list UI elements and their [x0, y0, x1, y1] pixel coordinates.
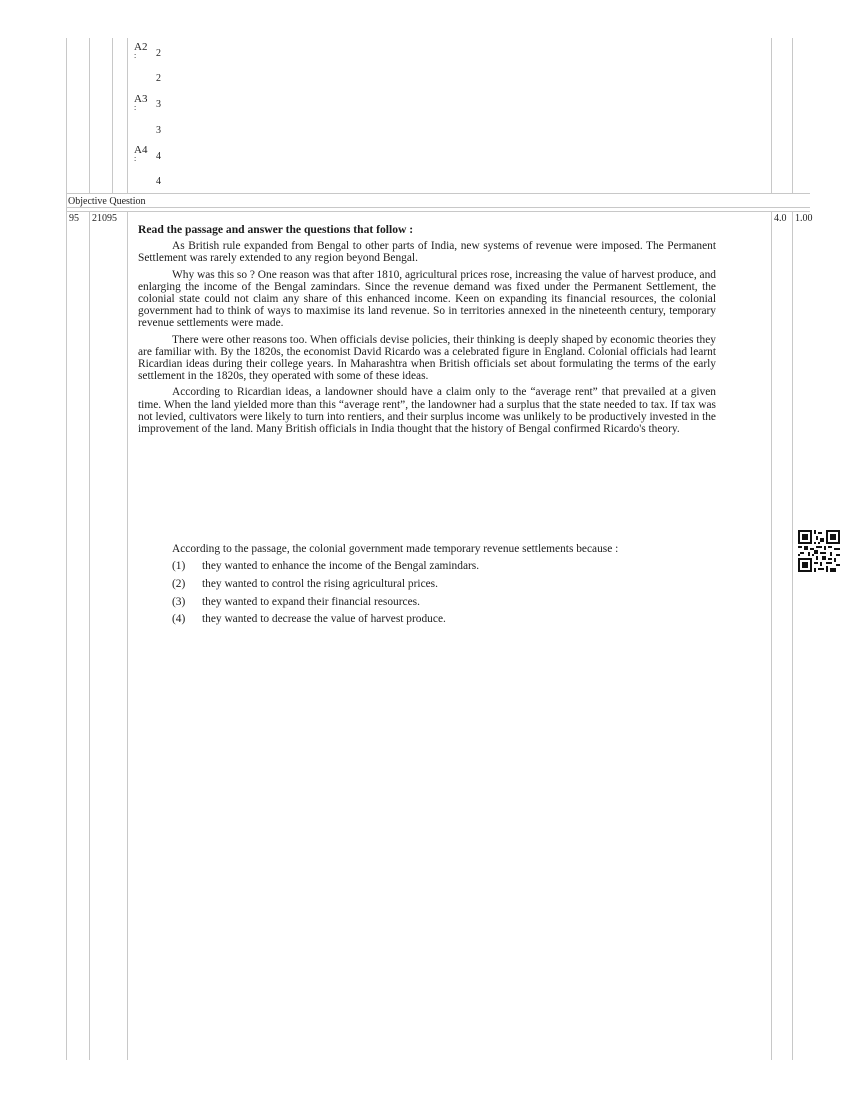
passage-paragraph-4: According to Ricardian ideas, a landowner should have a claim only to the “average rent” that prevailed at a given time. When the land yielded more than this “average rent”, the landowner had a surplus that the state needed to tax. If tax was not levied, cultivators were likely to turn into rentiers, and their surplus income was unlikely to be productively invested in the improvement of the land. Many British officials in India thought that the history of Bengal confirmed Ricardo's theory.: [138, 386, 716, 436]
col-border-3: [112, 38, 113, 193]
option-label-a4: A4 :: [134, 144, 148, 163]
choice-number: (3): [172, 595, 186, 608]
passage: [138, 224, 716, 439]
col-border-4: [127, 38, 128, 193]
option-value-a2: 2: [156, 48, 161, 59]
col-border-5: [771, 38, 772, 193]
passage-paragraph-1: As British rule expanded from Bengal to other parts of India, new systems of revenue were imposed. The Permanent Settlement was rarely extended to any region beyond Bengal.: [138, 240, 716, 265]
question-negative-marks: 1.00: [795, 213, 813, 224]
col-border-6: [792, 38, 793, 193]
col-border-8: [127, 211, 128, 1060]
section-label: Objective Question: [68, 196, 146, 207]
passage-paragraph-3: There were other reasons too. When officials devise policies, their thinking is deeply shaped by economic theories they are familiar with. By the 1820s, the economist David Ricardo was a celebrated figure in England. Colonial officials had learnt Ricardian ideas during their college years. In Maharashtra when British officials set about formulating the terms of the early settlement in the 1820s, they operated with some of these ideas.: [138, 333, 716, 383]
col-border-7: [89, 211, 90, 1060]
passage-paragraph-2: Why was this so ? One reason was that after 1810, agricultural prices rose, increasing the value of harvest produce, and enlarging the income of the Bengal zamindars. Since the revenue demand was fixed under the Permanent Settlement, the colonial state could not claim any share of this enhanced income. Keen on expanding its financial resources, the colonial government had to think of ways to maximise its land revenue. So in territories annexed in the nineteenth century, temporary revenue settlements were made.: [138, 268, 716, 330]
passage-heading: Read the passage and answer the questions that follow :: [138, 223, 414, 236]
option-label-a3: A3 :: [134, 93, 148, 112]
choice-text: they wanted to control the rising agricultural prices.: [202, 577, 438, 590]
question-block: [172, 543, 716, 631]
option-value-a3-image: 3: [156, 125, 161, 136]
option-value-a4-image: 4: [156, 176, 161, 187]
col-border-9: [771, 211, 772, 1060]
question-id: 21095: [92, 213, 117, 224]
choice-text: they wanted to expand their financial resources.: [202, 595, 420, 608]
choice-text: they wanted to decrease the value of harvest produce.: [202, 613, 446, 626]
choice-1: [172, 560, 716, 572]
choice-number: (2): [172, 577, 186, 590]
choice-number: (1): [172, 560, 186, 573]
col-border-2: [89, 38, 90, 193]
choice-4: [172, 613, 716, 625]
choice-3: [172, 596, 716, 608]
choice-number: (4): [172, 613, 186, 626]
option-value-a2-image: 2: [156, 73, 161, 84]
option-value-a4: 4: [156, 151, 161, 162]
question-serial-number: 95: [69, 213, 79, 224]
row-border-3: [66, 211, 810, 212]
choice-2: [172, 578, 716, 590]
question-marks: 4.0: [774, 213, 787, 224]
choice-text: they wanted to enhance the income of the Bengal zamindars.: [202, 560, 480, 573]
qr-code-icon: [798, 530, 840, 572]
col-border-1: [66, 38, 67, 1060]
row-border-2: [66, 207, 810, 208]
row-border-1: [66, 193, 810, 194]
option-value-a3: 3: [156, 99, 161, 110]
col-border-10: [792, 211, 793, 1060]
question-stem: According to the passage, the colonial government made temporary revenue settlements because :: [172, 543, 619, 555]
option-label-a2: A2 :: [134, 41, 148, 60]
